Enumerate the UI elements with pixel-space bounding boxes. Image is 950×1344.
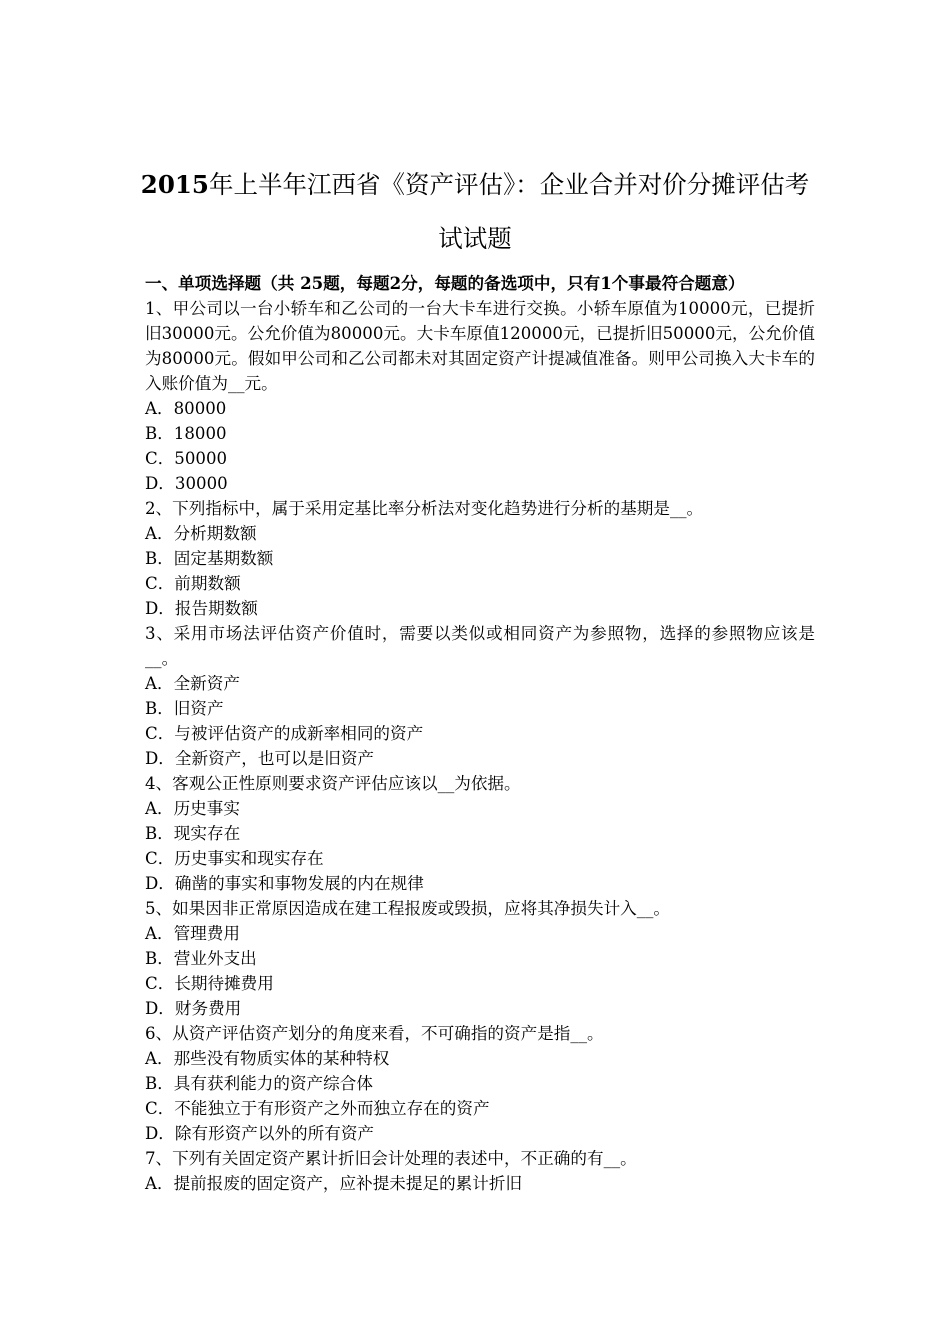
option-list <box>145 396 815 496</box>
section-heading: 一、单项选择题（共 25题，每题2分，每题的备选项中，只有1个事最符合题意） <box>145 273 745 293</box>
option-b: B．旧资产 <box>145 699 224 718</box>
option-c: C．与被评估资产的成新率相同的资产 <box>145 724 424 743</box>
option-list <box>145 1046 815 1146</box>
option-a: A．管理费用 <box>145 924 240 943</box>
option-b: B．现实存在 <box>145 824 241 843</box>
question-text: 6、从资产评估资产划分的角度来看，不可确指的资产是指__。 <box>145 1024 604 1043</box>
question-7 <box>145 1146 815 1196</box>
option-b: B．具有获利能力的资产综合体 <box>145 1074 373 1093</box>
option-c: C．前期数额 <box>145 574 241 593</box>
question-text: 2、下列指标中，属于采用定基比率分析法对变化趋势进行分析的基期是__。 <box>145 499 704 518</box>
question-text: 5、如果因非正常原因造成在建工程报废或毁损，应将其净损失计入__。 <box>145 899 670 918</box>
option-d: D．30000 <box>145 474 228 493</box>
option-list <box>145 921 815 1021</box>
option-b: B．18000 <box>145 424 227 443</box>
option-c: C．50000 <box>145 449 228 468</box>
option-a: A．提前报废的固定资产，应补提未提足的累计折旧 <box>145 1174 523 1193</box>
option-d: D．报告期数额 <box>145 599 258 618</box>
option-list <box>145 1171 815 1196</box>
question-text: 4、客观公正性原则要求资产评估应该以__为依据。 <box>145 774 521 793</box>
option-a: A．80000 <box>145 399 227 418</box>
option-a: A．那些没有物质实体的某种特权 <box>145 1049 390 1068</box>
option-d: D．全新资产，也可以是旧资产 <box>145 749 375 768</box>
option-list <box>145 796 815 896</box>
option-c: C．不能独立于有形资产之外而独立存在的资产 <box>145 1099 490 1118</box>
question-text: 3、采用市场法评估资产价值时，需要以类似或相同资产为参照物，选择的参照物应该是__。 <box>145 624 815 668</box>
option-b: B．营业外支出 <box>145 949 257 968</box>
document-title <box>130 158 820 266</box>
option-b: B．固定基期数额 <box>145 549 274 568</box>
option-d: D．财务费用 <box>145 999 242 1018</box>
question-4 <box>145 771 815 896</box>
option-list <box>145 671 815 771</box>
option-a: A．分析期数额 <box>145 524 257 543</box>
title-year: 2015 <box>140 170 209 200</box>
document-body <box>145 271 815 1196</box>
option-d: D．确凿的事实和事物发展的内在规律 <box>145 874 424 893</box>
question-6 <box>145 1021 815 1146</box>
option-c: C．长期待摊费用 <box>145 974 274 993</box>
option-list <box>145 521 815 621</box>
question-1 <box>145 296 815 496</box>
option-d: D．除有形资产以外的所有资产 <box>145 1124 375 1143</box>
question-5 <box>145 896 815 1021</box>
option-a: A．历史事实 <box>145 799 240 818</box>
question-text: 1、甲公司以一台小轿车和乙公司的一台大卡车进行交换。小轿车原值为10000元，已提折旧30000元。公允价值为80000元。大卡车原值120000元，已提折旧50000元，公允价值为80000元。假如甲公司和乙公司都未对其固定资产计提减值准备。则甲公司换入大卡车的入账价值为__元。 <box>145 299 815 393</box>
option-a: A．全新资产 <box>145 674 240 693</box>
question-2 <box>145 496 815 621</box>
question-text: 7、下列有关固定资产累计折旧会计处理的表述中，不正确的有__。 <box>145 1149 637 1168</box>
option-c: C．历史事实和现实存在 <box>145 849 324 868</box>
question-3 <box>145 621 815 771</box>
title-text: 年上半年江西省《资产评估》：企业合并对价分摊评估考试试题 <box>208 170 810 254</box>
